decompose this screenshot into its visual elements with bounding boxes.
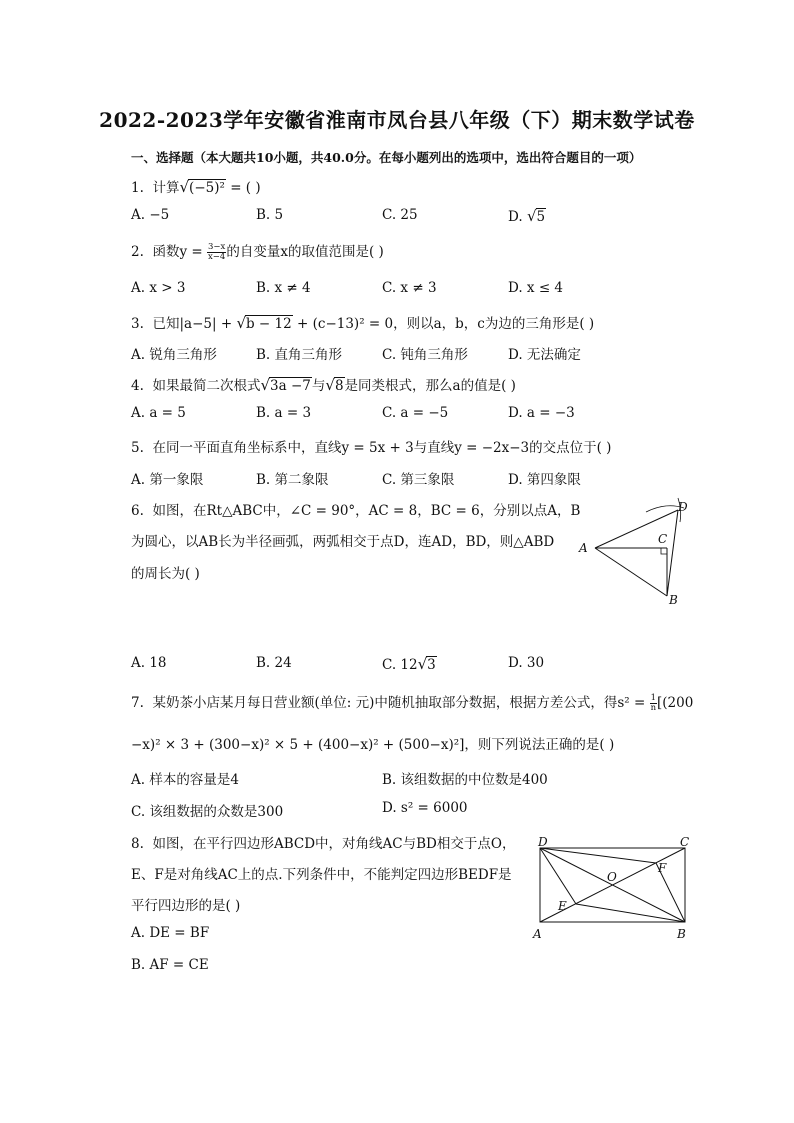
q4-option-c: C. a = −5 — [382, 405, 449, 421]
q6-option-a: A. 18 — [131, 655, 167, 671]
triangle-figure — [570, 496, 700, 608]
segment-de — [540, 848, 576, 904]
question-text-end: = ( ) — [225, 180, 261, 196]
question-1 — [131, 176, 261, 196]
q7-option-b: B. 该组数据的中位数是400 — [382, 772, 548, 788]
right-angle-mark — [661, 548, 667, 554]
q2-option-b: B. x ≠ 4 — [256, 280, 311, 296]
question-8-line-1: 8. 如图，在平行四边形ABCD中，对角线AC与BD相交于点O， — [131, 836, 516, 852]
question-number: 4. — [131, 378, 144, 394]
radicand: (−5)² — [189, 180, 225, 196]
label-c: C — [658, 532, 668, 546]
question-8-line-2: E、F是对角线AC上的点.下列条件中，不能判定四边形BEDF是 — [131, 867, 512, 883]
question-text: 如果最简二次根式 — [152, 378, 261, 394]
question-number: 8. — [131, 836, 144, 852]
section-heading: 一、选择题（本大题共10小题，共40.0分。在每小题列出的选项中，选出符合题目的一项） — [131, 150, 642, 165]
label-e: E — [558, 899, 567, 913]
question-2 — [131, 240, 384, 262]
question-text: 函数y = — [152, 244, 208, 260]
label-f: F — [658, 861, 667, 875]
q8-option-b: B. AF = CE — [131, 957, 209, 973]
q3-option-c: C. 钝角三角形 — [382, 347, 468, 363]
q3-option-a: A. 锐角三角形 — [131, 347, 217, 363]
q3-option-d: D. 无法确定 — [508, 347, 581, 363]
question-number: 2. — [131, 244, 144, 260]
label-a: A — [579, 541, 588, 555]
question-6-line-3: 的周长为( ) — [131, 566, 200, 582]
radicand: b − 12 — [246, 316, 292, 332]
question-number: 6. — [131, 503, 144, 519]
label-d: D — [538, 835, 548, 849]
q4-option-d: D. a = −3 — [508, 405, 575, 421]
q2-option-d: D. x ≤ 4 — [508, 280, 564, 296]
question-3: 3. 已知|a−5| + √b − 12 + (c−13)² = 0，则以a，b，c为边的三角形是( ) — [131, 314, 595, 332]
radicand-2: 8 — [334, 378, 344, 394]
segment-df — [540, 848, 656, 863]
q6-option-d: D. 30 — [508, 655, 545, 671]
question-7-line-2: −x)² × 3 + (300−x)² × 5 + (400−x)² + (500−x)²]，则下列说法正确的是( ) — [131, 737, 615, 753]
q5-option-c: C. 第三象限 — [382, 472, 455, 488]
question-4: 4. 如果最简二次根式√3a −7与√8是同类根式，那么a的值是( ) — [131, 376, 516, 394]
question-number: 5. — [131, 440, 144, 456]
segment-eb — [576, 904, 685, 922]
segment-ab — [595, 548, 667, 596]
fraction: $\frac{1}{n}$ — [650, 693, 657, 713]
label-a: A — [533, 927, 542, 941]
q7-option-d: D. s² = 6000 — [382, 800, 468, 816]
question-number: 3. — [131, 316, 144, 332]
question-6-line-2: 为圆心，以AB长为半径画弧，两弧相交于点D，连AD，BD，则△ABD — [131, 534, 555, 550]
q4-option-a: A. a = 5 — [131, 405, 186, 421]
radicand: 3 — [427, 657, 436, 673]
q1-option-b: B. 5 — [256, 207, 284, 223]
q2-option-c: C. x ≠ 3 — [382, 280, 437, 296]
q6-option-b: B. 24 — [256, 655, 292, 671]
q5-option-a: A. 第一象限 — [131, 472, 204, 488]
radicand-1: 3a −7 — [270, 378, 311, 394]
q7-option-c: C. 该组数据的众数是300 — [131, 804, 284, 820]
radicand: 5 — [536, 209, 546, 225]
q2-option-a: A. x > 3 — [131, 280, 186, 296]
question-8-line-3: 平行四边形的是( ) — [131, 898, 241, 914]
question-7-line-1: 7. 某奶茶小店某月每日营业额(单位: 元)中随机抽取部分数据，根据方差公式，得s² = $\frac{1}{n}$ [(200 — [131, 693, 694, 713]
parallelogram-figure — [528, 830, 698, 942]
q5-option-b: B. 第二象限 — [256, 472, 329, 488]
q1-option-a: A. −5 — [131, 207, 170, 223]
question-text: 已知|a−5| + — [152, 316, 237, 332]
question-number: 1. — [131, 180, 144, 196]
question-text: 在同一平面直角坐标系中，直线y = 5x + 3与直线y = −2x−3的交点位于( ) — [152, 440, 612, 456]
question-text-end: + (c−13)² = 0，则以a，b，c为边的三角形是( ) — [292, 316, 595, 332]
fraction: $\frac{3-x}{x-4}$ — [208, 242, 226, 262]
question-text-end: 的自变量x的取值范围是( ) — [226, 244, 384, 260]
question-text: 计算 — [152, 180, 180, 196]
q1-option-d: D. √5 — [508, 207, 546, 225]
radical-sign: √ — [179, 178, 190, 196]
question-6-line-1: 6. 如图，在Rt△ABC中，∠C = 90°，AC = 8，BC = 6，分别以点A，B — [131, 503, 581, 519]
q8-option-a: A. DE = BF — [131, 925, 210, 941]
label-b: B — [677, 927, 686, 941]
question-number: 7. — [131, 695, 144, 711]
segment-bd — [667, 510, 678, 596]
label-d: D — [678, 500, 688, 514]
label-o: O — [607, 870, 617, 884]
label-c: C — [680, 835, 690, 849]
q3-option-b: B. 直角三角形 — [256, 347, 343, 363]
q5-option-d: D. 第四象限 — [508, 472, 581, 488]
q1-option-c: C. 25 — [382, 207, 418, 223]
q4-option-b: B. a = 3 — [256, 405, 312, 421]
q7-option-a: A. 样本的容量是4 — [131, 772, 239, 788]
question-text-end: 是同类根式，那么a的值是( ) — [344, 378, 516, 394]
question-5 — [131, 436, 611, 456]
label-b: B — [669, 593, 678, 607]
q6-option-c: C. 12√3 — [382, 655, 436, 673]
page-title: 2022-2023学年安徽省淮南市凤台县八年级（下）期末数学试卷 — [99, 108, 695, 132]
